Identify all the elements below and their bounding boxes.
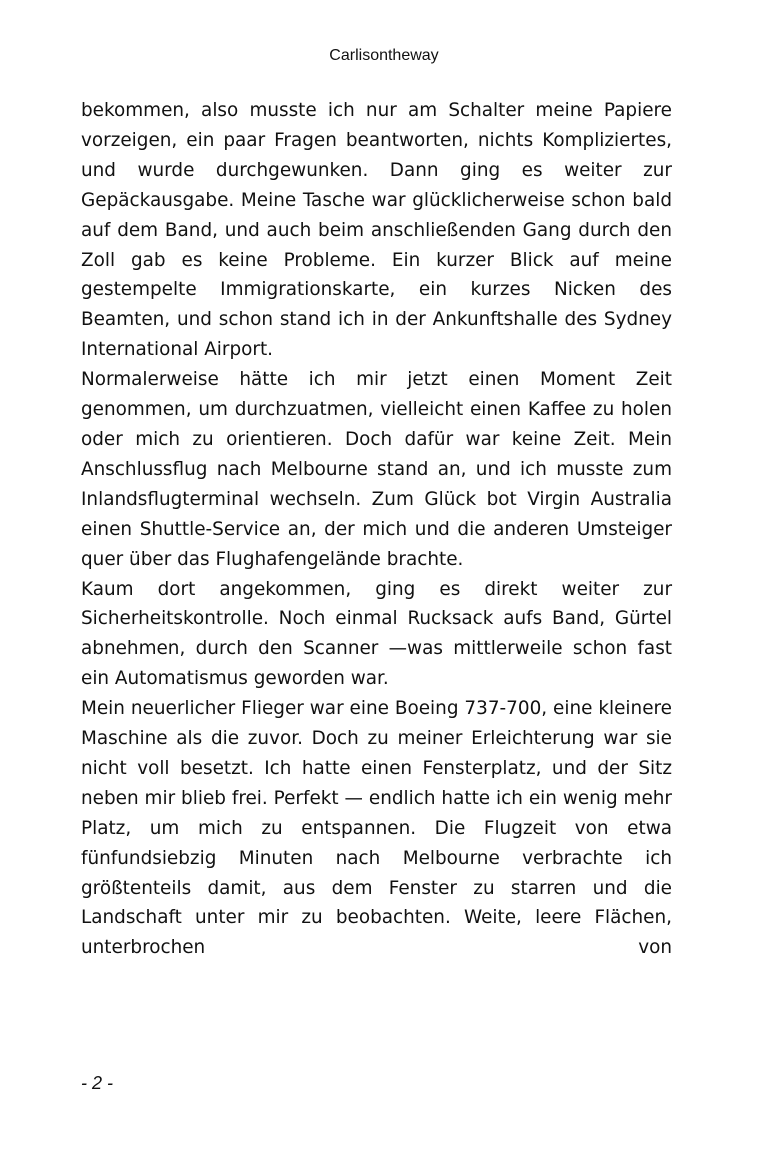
page-body — [81, 96, 672, 963]
paragraph: bekommen, also musste ich nur am Schalter meine Papiere vorzeigen, ein paar Fragen beantworten, nichts Kompliziertes, und wurde durchgewunken. Dann ging es weiter zur Gepäckausgabe. Meine Tasche war glücklicherweise schon bald auf dem Band, und auch beim anschließenden Gang durch den Zoll gab es keine Probleme. Ein kurzer Blick auf meine gestempelte Immigrationskarte, ein kurzes Nicken des Beamten, und schon stand ich in der Ankunftshalle des Sydney International Airport. — [81, 100, 672, 361]
paragraph: Mein neuerlicher Flieger war eine Boeing 737-700, eine kleinere Maschine als die zuvor. Doch zu meiner Erleichterung war sie nicht voll besetzt. Ich hatte einen Fensterplatz, und der Sitz neben mir blieb frei. Perfekt — endlich hatte ich ein wenig mehr Platz, um mich zu entspannen. Die Flugzeit von etwa fünfundsiebzig Minuten nach Melbourne verbrachte ich größtenteils damit, aus dem Fenster zu starren und die Landschaft unter mir zu beobachten. Weite, leere Flächen, unterbrochen von — [81, 698, 672, 959]
running-header: Carlisontheway — [329, 47, 439, 64]
page-number: - 2 - — [81, 1073, 114, 1093]
paragraph: Kaum dort angekommen, ging es direkt weiter zur Sicherheitskontrolle. Noch einmal Rucksack aufs Band, Gürtel abnehmen, durch den Scanner —was mittlerweile schon fast ein Automatismus geworden war. — [81, 578, 672, 690]
paragraph: Normalerweise hätte ich mir jetzt einen Moment Zeit genommen, um durchzuatmen, vielleicht einen Kaffee zu holen oder mich zu orientieren. Doch dafür war keine Zeit. Mein Anschlussflug nach Melbourne stand an, und ich musste zum Inlandsflugterminal wechseln. Zum Glück bot Virgin Australia einen Shuttle-Service an, der mich und die anderen Umsteiger quer über das Flughafengelände brachte. — [81, 369, 672, 570]
